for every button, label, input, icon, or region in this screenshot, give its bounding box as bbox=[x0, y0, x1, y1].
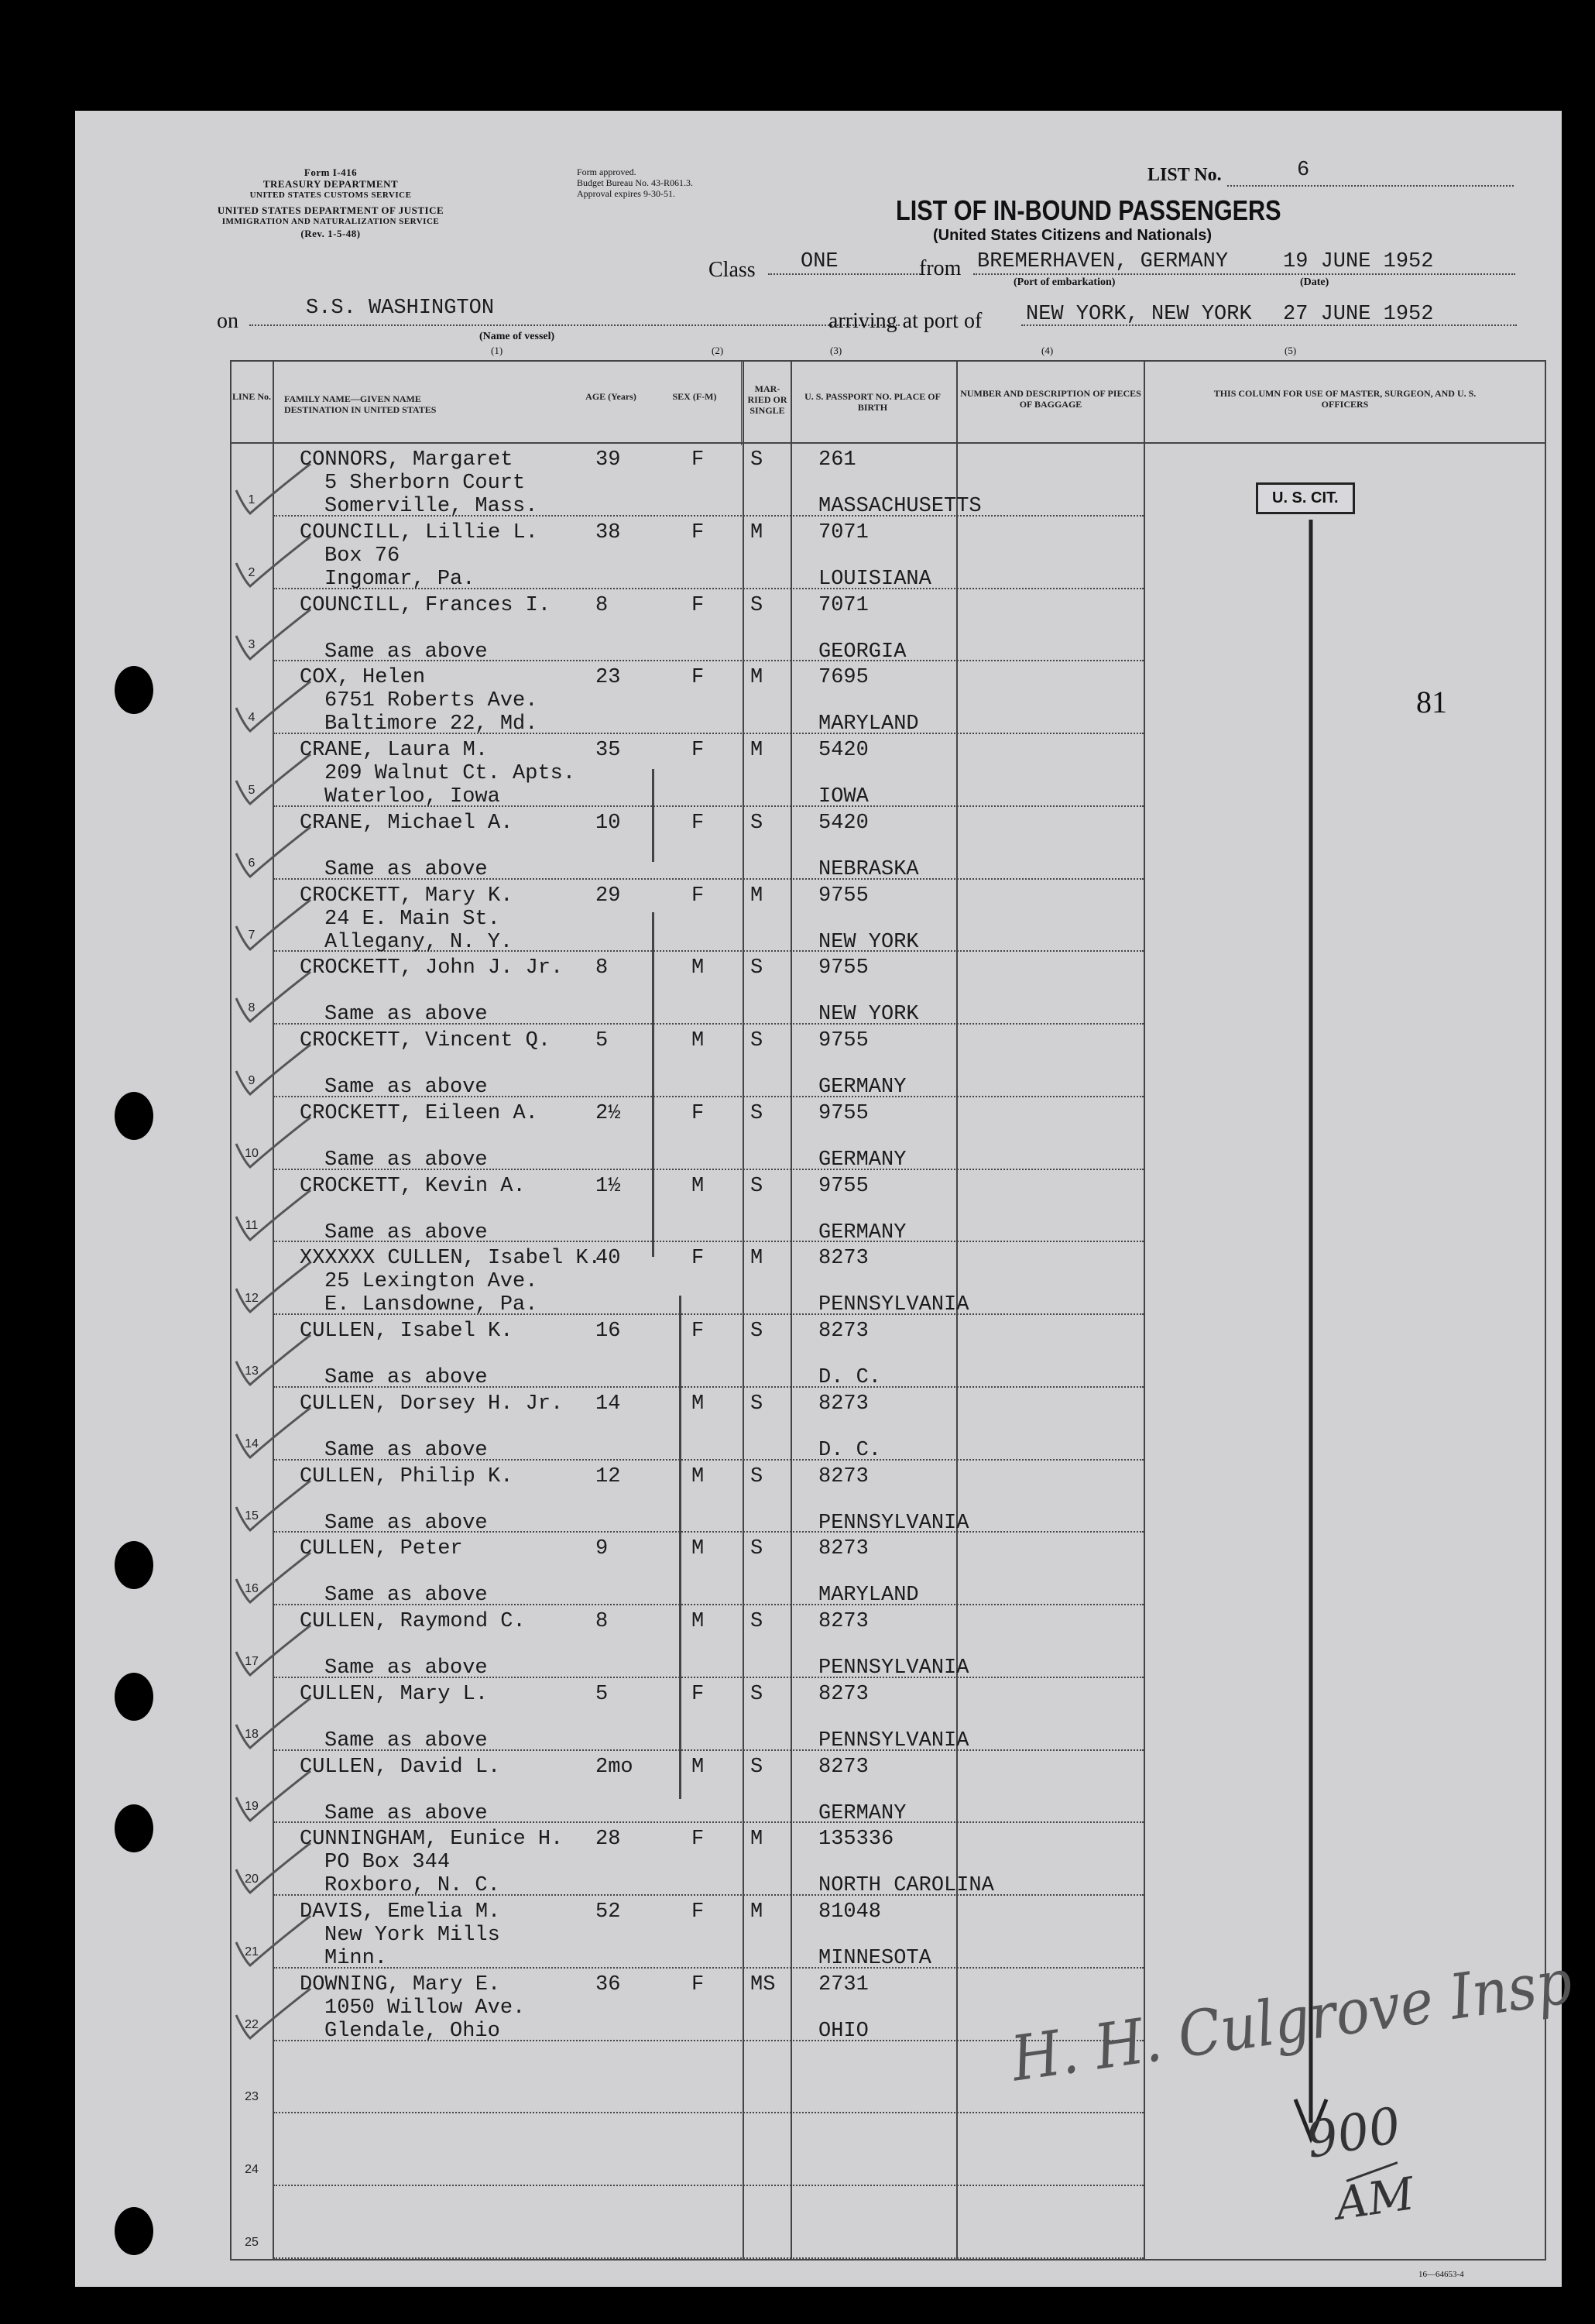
passenger-sex: F bbox=[691, 1972, 705, 1996]
binder-hole bbox=[115, 1092, 153, 1140]
check-mark bbox=[230, 1984, 315, 2046]
check-mark bbox=[230, 1113, 315, 1175]
vessel-name: S.S. WASHINGTON bbox=[306, 297, 495, 320]
passenger-age: 8 bbox=[595, 593, 609, 617]
approval-line: Form approved. bbox=[577, 166, 636, 177]
place-of-birth: LOUISIANA bbox=[818, 567, 931, 591]
passenger-age: 40 bbox=[595, 1247, 621, 1271]
address-city: Same as above bbox=[324, 1438, 488, 1462]
passport-number: 8273 bbox=[818, 1682, 869, 1706]
address-city: Same as above bbox=[324, 1003, 488, 1027]
address-city: Minn. bbox=[324, 1947, 388, 1971]
time-mark: 900 bbox=[1302, 2096, 1405, 2171]
line-number: 10 bbox=[245, 1146, 259, 1160]
passenger-sex: F bbox=[691, 1682, 705, 1706]
check-mark bbox=[230, 677, 315, 739]
place-of-birth: NORTH CAROLINA bbox=[818, 1874, 994, 1898]
binder-hole bbox=[115, 1804, 153, 1852]
passport-number: 9755 bbox=[818, 1101, 869, 1125]
line-number: 17 bbox=[245, 1654, 259, 1668]
address-city: Same as above bbox=[324, 1656, 488, 1680]
passenger-age: 14 bbox=[595, 1392, 621, 1416]
address-city: Same as above bbox=[324, 1076, 488, 1100]
passenger-age: 35 bbox=[595, 739, 621, 763]
passenger-sex: M bbox=[691, 956, 705, 980]
check-mark bbox=[230, 1476, 315, 1538]
col-number-5: (5) bbox=[1285, 345, 1297, 356]
line-number: 14 bbox=[245, 1437, 259, 1450]
passenger-age: 39 bbox=[595, 448, 621, 472]
row-divider bbox=[273, 2112, 1144, 2113]
address-city: Same as above bbox=[324, 1148, 488, 1172]
class-value: ONE bbox=[801, 250, 839, 273]
place-of-birth: MINNESOTA bbox=[818, 1947, 931, 1971]
vessel-rule bbox=[249, 324, 900, 326]
marital-status: MS bbox=[750, 1972, 776, 1996]
marital-status: S bbox=[750, 1755, 763, 1779]
ins-label: IMMIGRATION AND NATURALIZATION SERVICE bbox=[221, 217, 440, 226]
header-name: FAMILY NAME—GIVEN NAME DESTINATION IN UNITED STATES bbox=[284, 393, 437, 415]
place-of-birth: GEORGIA bbox=[818, 640, 907, 664]
header-married: MAR-RIED OR SINGLE bbox=[747, 383, 787, 416]
address-line: 209 Walnut Ct. Apts. bbox=[324, 762, 576, 786]
passenger-age: 12 bbox=[595, 1464, 621, 1488]
passport-number: 7071 bbox=[818, 520, 869, 544]
family-bracket bbox=[652, 912, 654, 1257]
place-of-birth: GERMANY bbox=[818, 1220, 907, 1244]
passport-number: 7695 bbox=[818, 666, 869, 690]
place-of-birth: MARYLAND bbox=[818, 712, 919, 736]
marital-status: S bbox=[750, 1174, 763, 1198]
passenger-age: 5 bbox=[595, 1682, 609, 1706]
passenger-sex: M bbox=[691, 1755, 705, 1779]
col-number-3: (3) bbox=[830, 345, 842, 356]
revision-label: (Rev. 1-5-48) bbox=[300, 228, 361, 239]
continuation-arrow bbox=[1291, 520, 1337, 2146]
class-rule bbox=[768, 273, 923, 275]
marital-status: M bbox=[750, 1828, 763, 1852]
passenger-name: CROCKETT, Eileen A. bbox=[300, 1101, 538, 1125]
passenger-name: CULLEN, Raymond C. bbox=[300, 1610, 526, 1634]
manifest-subtitle: (United States Citizens and Nationals) bbox=[933, 227, 1213, 244]
passenger-name: CUNNINGHAM, Eunice H. bbox=[300, 1828, 564, 1852]
address-city: Same as above bbox=[324, 1728, 488, 1752]
passenger-sex: F bbox=[691, 1900, 705, 1924]
passport-number: 8273 bbox=[818, 1320, 869, 1344]
budget-line: Budget Bureau No. 43-R061.3. bbox=[577, 177, 693, 188]
row-divider bbox=[273, 2185, 1144, 2186]
line-number: 11 bbox=[245, 1219, 259, 1233]
address-line: New York Mills bbox=[324, 1924, 500, 1948]
passenger-age: 2mo bbox=[595, 1755, 633, 1779]
passenger-sex: M bbox=[691, 1464, 705, 1488]
passenger-name: COUNCILL, Frances I. bbox=[300, 593, 551, 617]
address-city: Ingomar, Pa. bbox=[324, 567, 475, 591]
check-mark bbox=[230, 822, 315, 884]
marital-status: S bbox=[750, 593, 763, 617]
check-mark bbox=[230, 1621, 315, 1683]
passenger-age: 28 bbox=[595, 1828, 621, 1852]
row-divider bbox=[273, 1967, 1144, 1969]
passenger-sex: F bbox=[691, 1828, 705, 1852]
line-number: 1 bbox=[248, 493, 256, 506]
arriving-label: arriving at port of bbox=[828, 309, 983, 333]
marital-status: S bbox=[750, 448, 763, 472]
binder-hole bbox=[115, 1541, 153, 1589]
passenger-sex: F bbox=[691, 739, 705, 763]
check-mark bbox=[230, 532, 315, 594]
passenger-age: 29 bbox=[595, 884, 621, 908]
passenger-name: CONNORS, Margaret bbox=[300, 448, 513, 472]
passport-number: 261 bbox=[818, 448, 856, 472]
line-number: 19 bbox=[245, 1800, 259, 1814]
us-citizen-stamp: U. S. CIT. bbox=[1256, 482, 1355, 514]
passenger-age: 1½ bbox=[595, 1174, 621, 1198]
form-footer-code: 16—64653-4 bbox=[1418, 2270, 1464, 2279]
passenger-age: 23 bbox=[595, 666, 621, 690]
address-city: Same as above bbox=[324, 640, 488, 664]
page-number: 81 bbox=[1416, 685, 1447, 719]
passenger-name: CULLEN, Peter bbox=[300, 1537, 463, 1561]
form-number: Form I-416 bbox=[304, 166, 358, 178]
header-line-no: LINE No. bbox=[232, 391, 271, 402]
col-divider bbox=[1144, 360, 1145, 2260]
arrival-rule bbox=[1021, 324, 1517, 326]
passenger-sex: M bbox=[691, 1392, 705, 1416]
check-mark bbox=[230, 1694, 315, 1756]
check-mark bbox=[230, 605, 315, 667]
passenger-age: 52 bbox=[595, 1900, 621, 1924]
marital-status: M bbox=[750, 520, 763, 544]
passport-number: 8273 bbox=[818, 1537, 869, 1561]
place-of-birth: GERMANY bbox=[818, 1076, 907, 1100]
address-city: Waterloo, Iowa bbox=[324, 785, 500, 809]
line-number: 16 bbox=[245, 1582, 259, 1596]
line-number: 2 bbox=[248, 565, 256, 579]
embarkation-port: BREMERHAVEN, GERMANY bbox=[977, 250, 1229, 273]
passenger-age: 8 bbox=[595, 956, 609, 980]
marital-status: S bbox=[750, 1537, 763, 1561]
passenger-name: CULLEN, Dorsey H. Jr. bbox=[300, 1392, 564, 1416]
passenger-name: CRANE, Michael A. bbox=[300, 811, 513, 835]
line-number: 9 bbox=[248, 1073, 256, 1087]
passport-number: 8273 bbox=[818, 1464, 869, 1488]
header-baggage: NUMBER AND DESCRIPTION OF PIECES OF BAGGAGE bbox=[960, 388, 1141, 410]
address-line: 1050 Willow Ave. bbox=[324, 1996, 526, 2020]
passport-number: 7071 bbox=[818, 593, 869, 617]
header-passport: U. S. PASSPORT NO. PLACE OF BIRTH bbox=[804, 391, 941, 413]
approval-block bbox=[577, 166, 693, 199]
col-number-1: (1) bbox=[491, 345, 503, 356]
passenger-name: COUNCILL, Lillie L. bbox=[300, 520, 538, 544]
col-number-2: (2) bbox=[712, 345, 724, 356]
address-city: Same as above bbox=[324, 857, 488, 881]
passport-number: 9755 bbox=[818, 884, 869, 908]
passenger-sex: F bbox=[691, 1247, 705, 1271]
line-number: 20 bbox=[245, 1873, 259, 1886]
address-line: 24 E. Main St. bbox=[324, 907, 500, 931]
check-mark bbox=[230, 1911, 315, 1973]
family-bracket bbox=[652, 769, 654, 862]
passport-number: 5420 bbox=[818, 811, 869, 835]
passenger-name: CRANE, Laura M. bbox=[300, 739, 489, 763]
passenger-sex: M bbox=[691, 1029, 705, 1053]
col-divider bbox=[743, 360, 744, 2260]
passenger-name: DAVIS, Emelia M. bbox=[300, 1900, 501, 1924]
binder-hole bbox=[115, 1673, 153, 1721]
address-city: E. Lansdowne, Pa. bbox=[324, 1293, 538, 1317]
passenger-manifest-page bbox=[75, 111, 1576, 2287]
place-of-birth: NEW YORK bbox=[818, 930, 919, 954]
customs-label: UNITED STATES CUSTOMS SERVICE bbox=[249, 191, 412, 200]
line-number: 12 bbox=[245, 1292, 259, 1306]
line-number: 25 bbox=[245, 2236, 259, 2249]
header-age: AGE (Years) bbox=[585, 391, 636, 402]
line-number: 15 bbox=[245, 1509, 259, 1523]
address-city: Same as above bbox=[324, 1584, 488, 1608]
address-city: Allegany, N. Y. bbox=[324, 930, 513, 954]
line-number: 18 bbox=[245, 1727, 259, 1741]
passenger-age: 16 bbox=[595, 1320, 621, 1344]
passenger-name: CROCKETT, John J. Jr. bbox=[300, 956, 564, 980]
passenger-name: COX, Helen bbox=[300, 666, 426, 690]
passport-number: 9755 bbox=[818, 1174, 869, 1198]
check-mark bbox=[230, 1040, 315, 1102]
table-bottom-rule bbox=[230, 2259, 1546, 2260]
justice-label: UNITED STATES DEPARTMENT OF JUSTICE bbox=[217, 204, 444, 216]
place-of-birth: MARYLAND bbox=[818, 1584, 919, 1608]
passenger-name: CROCKETT, Mary K. bbox=[300, 884, 513, 908]
family-bracket bbox=[679, 1296, 681, 1799]
address-city: Same as above bbox=[324, 1801, 488, 1825]
marital-status: M bbox=[750, 739, 763, 763]
passenger-name: DOWNING, Mary E. bbox=[300, 1972, 501, 1996]
passenger-age: 38 bbox=[595, 520, 621, 544]
col-number-4: (4) bbox=[1041, 345, 1054, 356]
check-mark bbox=[230, 1186, 315, 1248]
am-mark: AM bbox=[1332, 2167, 1418, 2230]
address-line: PO Box 344 bbox=[324, 1851, 451, 1875]
passport-number: 2731 bbox=[818, 1972, 869, 1996]
passport-number: 81048 bbox=[818, 1900, 882, 1924]
line-number: 22 bbox=[245, 2017, 259, 2031]
list-number-label: LIST No. bbox=[1147, 165, 1222, 185]
inspector-signature: H. H. Culgrove Insp bbox=[1007, 1945, 1576, 2096]
manifest-title: LIST OF IN-BOUND PASSENGERS bbox=[896, 194, 1281, 226]
passenger-name: XXXXXX CULLEN, Isabel K. bbox=[300, 1247, 601, 1271]
table-header-rule bbox=[230, 442, 1546, 444]
marital-status: S bbox=[750, 1610, 763, 1634]
header-sex: SEX (F-M) bbox=[672, 391, 717, 402]
passenger-sex: M bbox=[691, 1610, 705, 1634]
address-line: Box 76 bbox=[324, 544, 400, 568]
form-identifier-block bbox=[214, 166, 447, 239]
line-number: 3 bbox=[248, 638, 256, 652]
line-number: 21 bbox=[245, 1945, 259, 1958]
arrival-port: NEW YORK, NEW YORK bbox=[1026, 303, 1252, 326]
marital-status: M bbox=[750, 1247, 763, 1271]
address-city: Same as above bbox=[324, 1220, 488, 1244]
from-rule bbox=[973, 273, 1515, 275]
check-mark bbox=[230, 1403, 315, 1465]
check-mark bbox=[230, 1548, 315, 1610]
passport-number: 8273 bbox=[818, 1392, 869, 1416]
marital-status: S bbox=[750, 811, 763, 835]
check-mark bbox=[230, 750, 315, 812]
address-city: Same as above bbox=[324, 1366, 488, 1390]
place-of-birth: GERMANY bbox=[818, 1148, 907, 1172]
place-of-birth: PENNSYLVANIA bbox=[818, 1293, 969, 1317]
marital-status: M bbox=[750, 666, 763, 690]
passenger-sex: F bbox=[691, 1320, 705, 1344]
header-officers: THIS COLUMN FOR USE OF MASTER, SURGEON, AND U. S. OFFICERS bbox=[1213, 388, 1477, 410]
check-mark bbox=[230, 1838, 315, 1900]
place-of-birth: MASSACHUSETTS bbox=[818, 495, 982, 518]
place-of-birth: NEW YORK bbox=[818, 1003, 919, 1027]
passenger-name: CULLEN, Mary L. bbox=[300, 1682, 489, 1706]
treasury-label: TREASURY DEPARTMENT bbox=[262, 178, 399, 190]
address-line: 6751 Roberts Ave. bbox=[324, 689, 538, 713]
check-mark bbox=[230, 895, 315, 957]
passenger-name: CULLEN, Isabel K. bbox=[300, 1320, 513, 1344]
col-divider bbox=[791, 360, 792, 2260]
check-mark bbox=[230, 459, 315, 521]
place-of-birth: IOWA bbox=[818, 785, 869, 809]
marital-status: M bbox=[750, 884, 763, 908]
check-mark bbox=[230, 1766, 315, 1828]
passport-number: 9755 bbox=[818, 1029, 869, 1053]
passenger-age: 8 bbox=[595, 1610, 609, 1634]
class-label: Class bbox=[708, 258, 756, 282]
passport-number: 8273 bbox=[818, 1610, 869, 1634]
place-of-birth: OHIO bbox=[818, 2019, 869, 2043]
marital-status: S bbox=[750, 1682, 763, 1706]
passenger-name: CROCKETT, Vincent Q. bbox=[300, 1029, 551, 1053]
from-label: from bbox=[919, 256, 962, 280]
marital-status: S bbox=[750, 1320, 763, 1344]
place-of-birth: PENNSYLVANIA bbox=[818, 1728, 969, 1752]
line-number: 8 bbox=[248, 1001, 256, 1015]
passenger-sex: F bbox=[691, 593, 705, 617]
vessel-caption: (Name of vessel) bbox=[479, 331, 555, 342]
date-caption: (Date) bbox=[1300, 276, 1329, 288]
passport-number: 9755 bbox=[818, 956, 869, 980]
marital-status: S bbox=[750, 1464, 763, 1488]
address-city: Glendale, Ohio bbox=[324, 2019, 500, 2043]
col-divider bbox=[741, 360, 742, 445]
passenger-age: 10 bbox=[595, 811, 621, 835]
place-of-birth: D. C. bbox=[818, 1366, 882, 1390]
passport-number: 135336 bbox=[818, 1828, 894, 1852]
marital-status: S bbox=[750, 956, 763, 980]
passenger-sex: M bbox=[691, 1174, 705, 1198]
address-line: 25 Lexington Ave. bbox=[324, 1270, 538, 1294]
passenger-name: CROCKETT, Kevin A. bbox=[300, 1174, 526, 1198]
marital-status: S bbox=[750, 1101, 763, 1125]
place-of-birth: GERMANY bbox=[818, 1801, 907, 1825]
line-number: 23 bbox=[245, 2090, 259, 2104]
passport-number: 8273 bbox=[818, 1755, 869, 1779]
line-number: 6 bbox=[248, 856, 256, 870]
line-number: 24 bbox=[245, 2163, 259, 2177]
address-city: Same as above bbox=[324, 1511, 488, 1535]
line-number: 13 bbox=[245, 1364, 259, 1378]
passenger-sex: F bbox=[691, 520, 705, 544]
passenger-age: 36 bbox=[595, 1972, 621, 1996]
passport-number: 8273 bbox=[818, 1247, 869, 1271]
passenger-sex: F bbox=[691, 666, 705, 690]
passenger-age: 9 bbox=[595, 1537, 609, 1561]
passenger-sex: F bbox=[691, 448, 705, 472]
port-embarkation-caption: (Port of embarkation) bbox=[1014, 276, 1116, 288]
binder-hole bbox=[115, 2207, 153, 2255]
list-number-value: 6 bbox=[1297, 159, 1310, 182]
binder-hole bbox=[115, 666, 153, 714]
row-divider bbox=[273, 2257, 1144, 2259]
address-city: Roxboro, N. C. bbox=[324, 1874, 500, 1898]
expires-line: Approval expires 9-30-51. bbox=[577, 188, 675, 199]
passport-number: 5420 bbox=[818, 739, 869, 763]
passenger-sex: M bbox=[691, 1537, 705, 1561]
check-mark bbox=[230, 1258, 315, 1320]
passenger-sex: F bbox=[691, 884, 705, 908]
check-mark bbox=[230, 967, 315, 1029]
arrival-date: 27 JUNE 1952 bbox=[1283, 303, 1434, 326]
address-city: Somerville, Mass. bbox=[324, 495, 538, 518]
place-of-birth: NEBRASKA bbox=[818, 857, 919, 881]
list-number-rule bbox=[1227, 185, 1514, 187]
line-number: 5 bbox=[248, 783, 256, 797]
passenger-age: 5 bbox=[595, 1029, 609, 1053]
check-mark bbox=[230, 1330, 315, 1392]
marital-status: M bbox=[750, 1900, 763, 1924]
embarkation-date: 19 JUNE 1952 bbox=[1283, 250, 1434, 273]
address-city: Baltimore 22, Md. bbox=[324, 712, 538, 736]
place-of-birth: PENNSYLVANIA bbox=[818, 1656, 969, 1680]
passenger-sex: F bbox=[691, 811, 705, 835]
passenger-name: CULLEN, Philip K. bbox=[300, 1464, 513, 1488]
address-line: 5 Sherborn Court bbox=[324, 472, 526, 495]
place-of-birth: D. C. bbox=[818, 1438, 882, 1462]
line-number: 7 bbox=[248, 929, 256, 942]
table-top-rule bbox=[230, 360, 1546, 362]
passenger-name: CULLEN, David L. bbox=[300, 1755, 501, 1779]
marital-status: S bbox=[750, 1392, 763, 1416]
place-of-birth: PENNSYLVANIA bbox=[818, 1511, 969, 1535]
line-number: 4 bbox=[248, 711, 256, 725]
marital-status: S bbox=[750, 1029, 763, 1053]
passenger-sex: F bbox=[691, 1101, 705, 1125]
on-label: on bbox=[217, 309, 238, 333]
passenger-age: 2½ bbox=[595, 1101, 621, 1125]
